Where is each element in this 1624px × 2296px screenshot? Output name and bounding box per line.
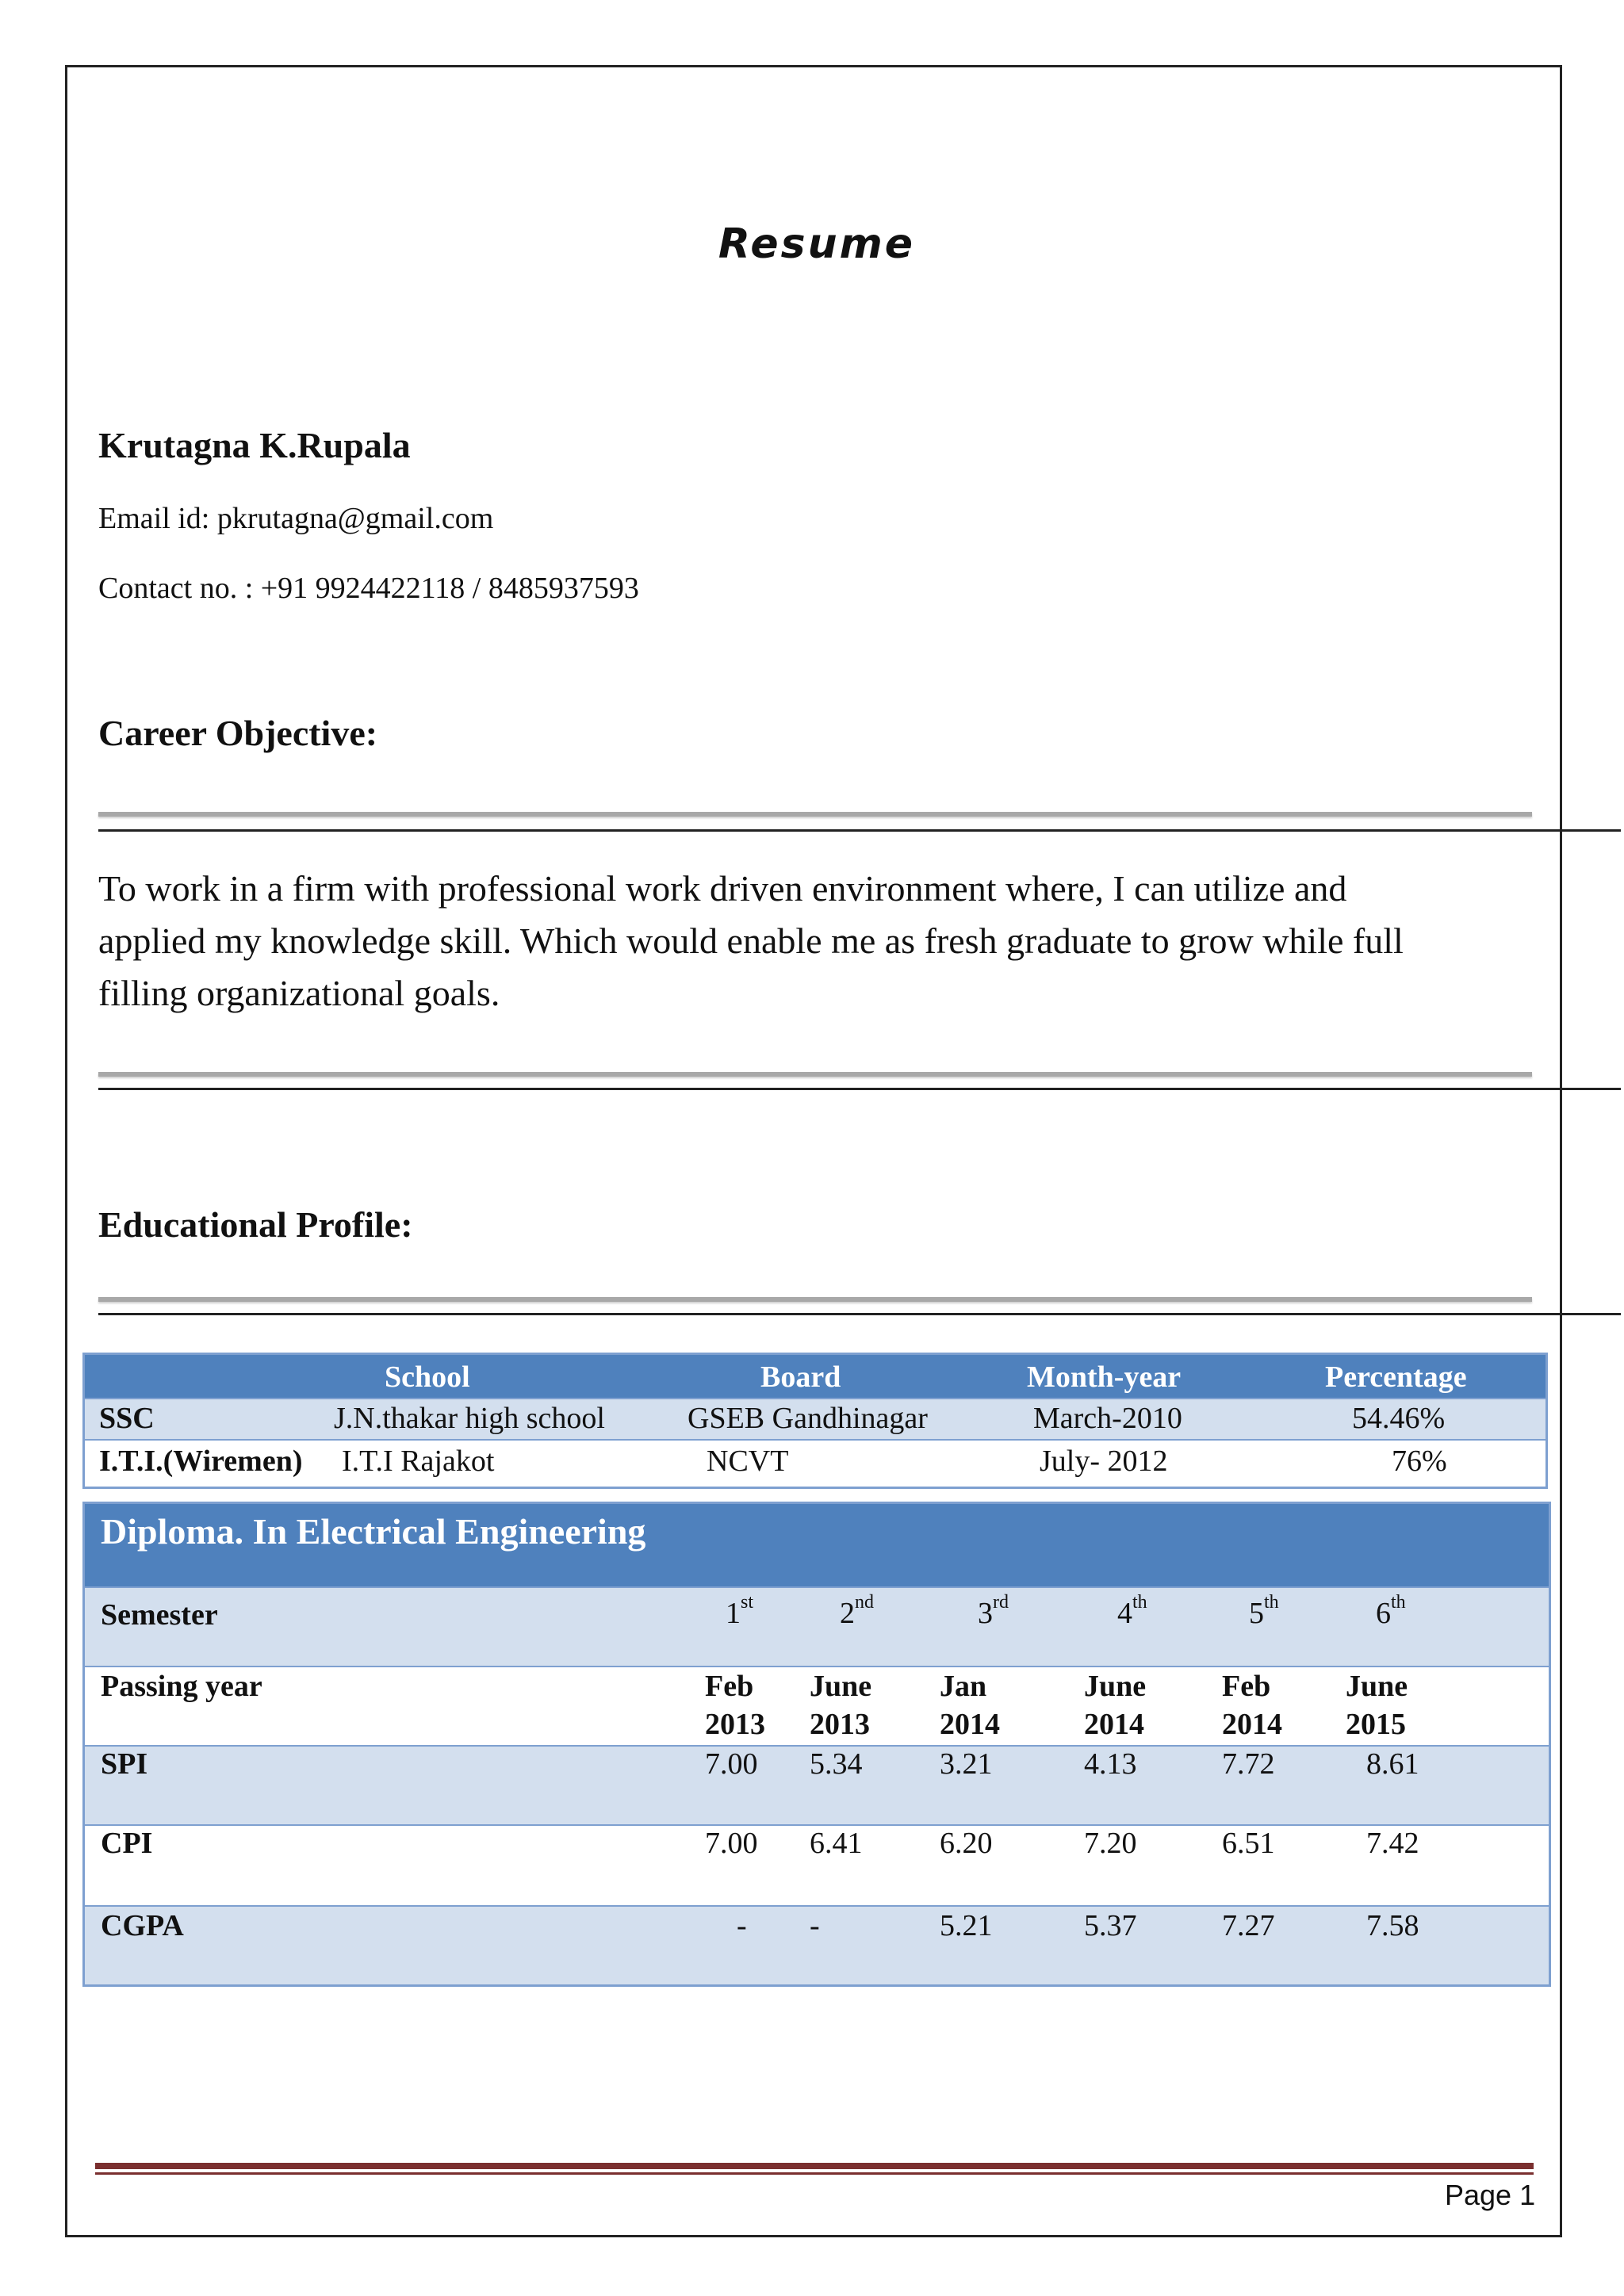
footer-rule <box>95 2172 1534 2175</box>
diploma-header <box>85 1504 1549 1586</box>
row-date: March-2010 <box>1033 1402 1182 1435</box>
passing-cell <box>1084 1667 1146 1743</box>
footer-rule <box>95 2163 1534 2169</box>
objective-line: applied my knowledge skill. Which would enable me as fresh graduate to grow while full <box>98 920 1404 961</box>
row-date: July- 2012 <box>1040 1445 1168 1478</box>
candidate-name: Krutagna K.Rupala <box>98 425 411 465</box>
cpi-value: 6.41 <box>810 1827 863 1860</box>
diploma-title: Diploma. In Electrical Engineering <box>101 1511 646 1552</box>
semester-number: 5 <box>1249 1597 1264 1630</box>
table-row <box>85 1905 1549 1984</box>
header-percentage: Percentage <box>1325 1360 1467 1394</box>
section-rule <box>98 1072 1532 1077</box>
semester-cell <box>726 1592 754 1631</box>
table-row <box>85 1666 1549 1745</box>
passing-month: Feb <box>1222 1670 1271 1703</box>
page-number: Page 1 <box>1445 2179 1536 2211</box>
spi-value: 4.13 <box>1084 1747 1137 1781</box>
career-objective-text <box>98 863 1502 1020</box>
table-row <box>85 1441 1545 1487</box>
passing-cell <box>1346 1667 1408 1743</box>
contact-line: Contact no. : +91 9924422118 / 8485937593 <box>98 572 639 605</box>
semester-suffix: th <box>1132 1592 1147 1613</box>
cpi-value: 6.20 <box>940 1827 993 1860</box>
passing-cell <box>810 1667 871 1743</box>
table-row <box>85 1824 1549 1905</box>
passing-month: June <box>1084 1670 1147 1703</box>
section-rule <box>98 1088 1621 1090</box>
cgpa-value: 7.58 <box>1366 1909 1419 1942</box>
passing-cell <box>940 1667 1000 1743</box>
semester-cell <box>1376 1592 1406 1631</box>
cgpa-value: - <box>810 1909 820 1942</box>
cgpa-value: 5.21 <box>940 1909 993 1942</box>
spi-value: 5.34 <box>810 1747 863 1781</box>
diploma-table <box>82 1502 1551 1987</box>
semester-suffix: st <box>741 1592 754 1613</box>
cpi-value: 7.20 <box>1084 1827 1137 1860</box>
semester-suffix: th <box>1391 1592 1406 1613</box>
semester-cell <box>840 1592 874 1631</box>
semester-number: 6 <box>1376 1597 1391 1630</box>
semester-cell <box>978 1592 1009 1631</box>
email-line: Email id: pkrutagna@gmail.com <box>98 502 494 535</box>
passing-cell <box>1222 1667 1282 1743</box>
semester-label: Semester <box>101 1598 218 1632</box>
spi-value: 7.72 <box>1222 1747 1275 1781</box>
spi-value: 3.21 <box>940 1747 993 1781</box>
cpi-value: 7.42 <box>1366 1827 1419 1860</box>
passing-month: June <box>810 1670 872 1703</box>
passing-year: 2014 <box>1084 1708 1144 1741</box>
passing-year-label: Passing year <box>101 1670 262 1703</box>
cgpa-value: 5.37 <box>1084 1909 1137 1942</box>
section-rule <box>98 829 1621 832</box>
row-percentage: 54.46% <box>1352 1402 1446 1435</box>
semester-suffix: rd <box>993 1592 1009 1613</box>
passing-year: 2013 <box>705 1708 765 1741</box>
cpi-value: 6.51 <box>1222 1827 1275 1860</box>
table-row <box>85 1398 1545 1441</box>
education-table-header <box>85 1355 1545 1398</box>
row-percentage: 76% <box>1392 1445 1447 1478</box>
semester-suffix: th <box>1264 1592 1279 1613</box>
passing-month: Feb <box>705 1670 754 1703</box>
education-table <box>82 1353 1548 1489</box>
cgpa-value: - <box>737 1909 747 1942</box>
semester-number: 1 <box>726 1597 741 1630</box>
row-school: J.N.thakar high school <box>334 1402 605 1435</box>
cpi-value: 7.00 <box>705 1827 758 1860</box>
section-rule <box>98 1313 1621 1315</box>
section-rule <box>98 1297 1532 1302</box>
spi-value: 7.00 <box>705 1747 758 1781</box>
cgpa-label: CGPA <box>101 1909 184 1942</box>
row-level: I.T.I.(Wiremen) <box>99 1445 303 1478</box>
semester-number: 4 <box>1117 1597 1132 1630</box>
header-school: School <box>385 1360 470 1394</box>
row-board: GSEB Gandhinagar <box>688 1402 928 1435</box>
passing-year: 2013 <box>810 1708 870 1741</box>
educational-profile-heading: Educational Profile: <box>98 1204 413 1245</box>
page-title: Resume <box>718 220 916 268</box>
cpi-label: CPI <box>101 1827 153 1860</box>
row-level: SSC <box>99 1402 155 1435</box>
semester-number: 2 <box>840 1597 855 1630</box>
passing-year: 2014 <box>1222 1708 1282 1741</box>
cgpa-value: 7.27 <box>1222 1909 1275 1942</box>
semester-suffix: nd <box>855 1592 874 1613</box>
row-board: NCVT <box>707 1445 789 1478</box>
section-rule <box>98 812 1532 817</box>
career-objective-heading: Career Objective: <box>98 713 378 753</box>
table-row <box>85 1745 1549 1824</box>
passing-month: June <box>1346 1670 1408 1703</box>
objective-line: filling organizational goals. <box>98 973 500 1013</box>
passing-year: 2014 <box>940 1708 1000 1741</box>
row-school: I.T.I Rajakot <box>342 1445 495 1478</box>
header-board: Board <box>760 1360 841 1394</box>
passing-month: Jan <box>940 1670 987 1703</box>
semester-cell <box>1117 1592 1147 1631</box>
semester-number: 3 <box>978 1597 993 1630</box>
header-month-year: Month-year <box>1027 1360 1182 1394</box>
objective-line: To work in a firm with professional work driven environment where, I can utilize and <box>98 868 1347 909</box>
spi-label: SPI <box>101 1747 148 1781</box>
passing-cell <box>705 1667 765 1743</box>
spi-value: 8.61 <box>1366 1747 1419 1781</box>
passing-year: 2015 <box>1346 1708 1406 1741</box>
table-row <box>85 1586 1549 1666</box>
semester-cell <box>1249 1592 1279 1631</box>
